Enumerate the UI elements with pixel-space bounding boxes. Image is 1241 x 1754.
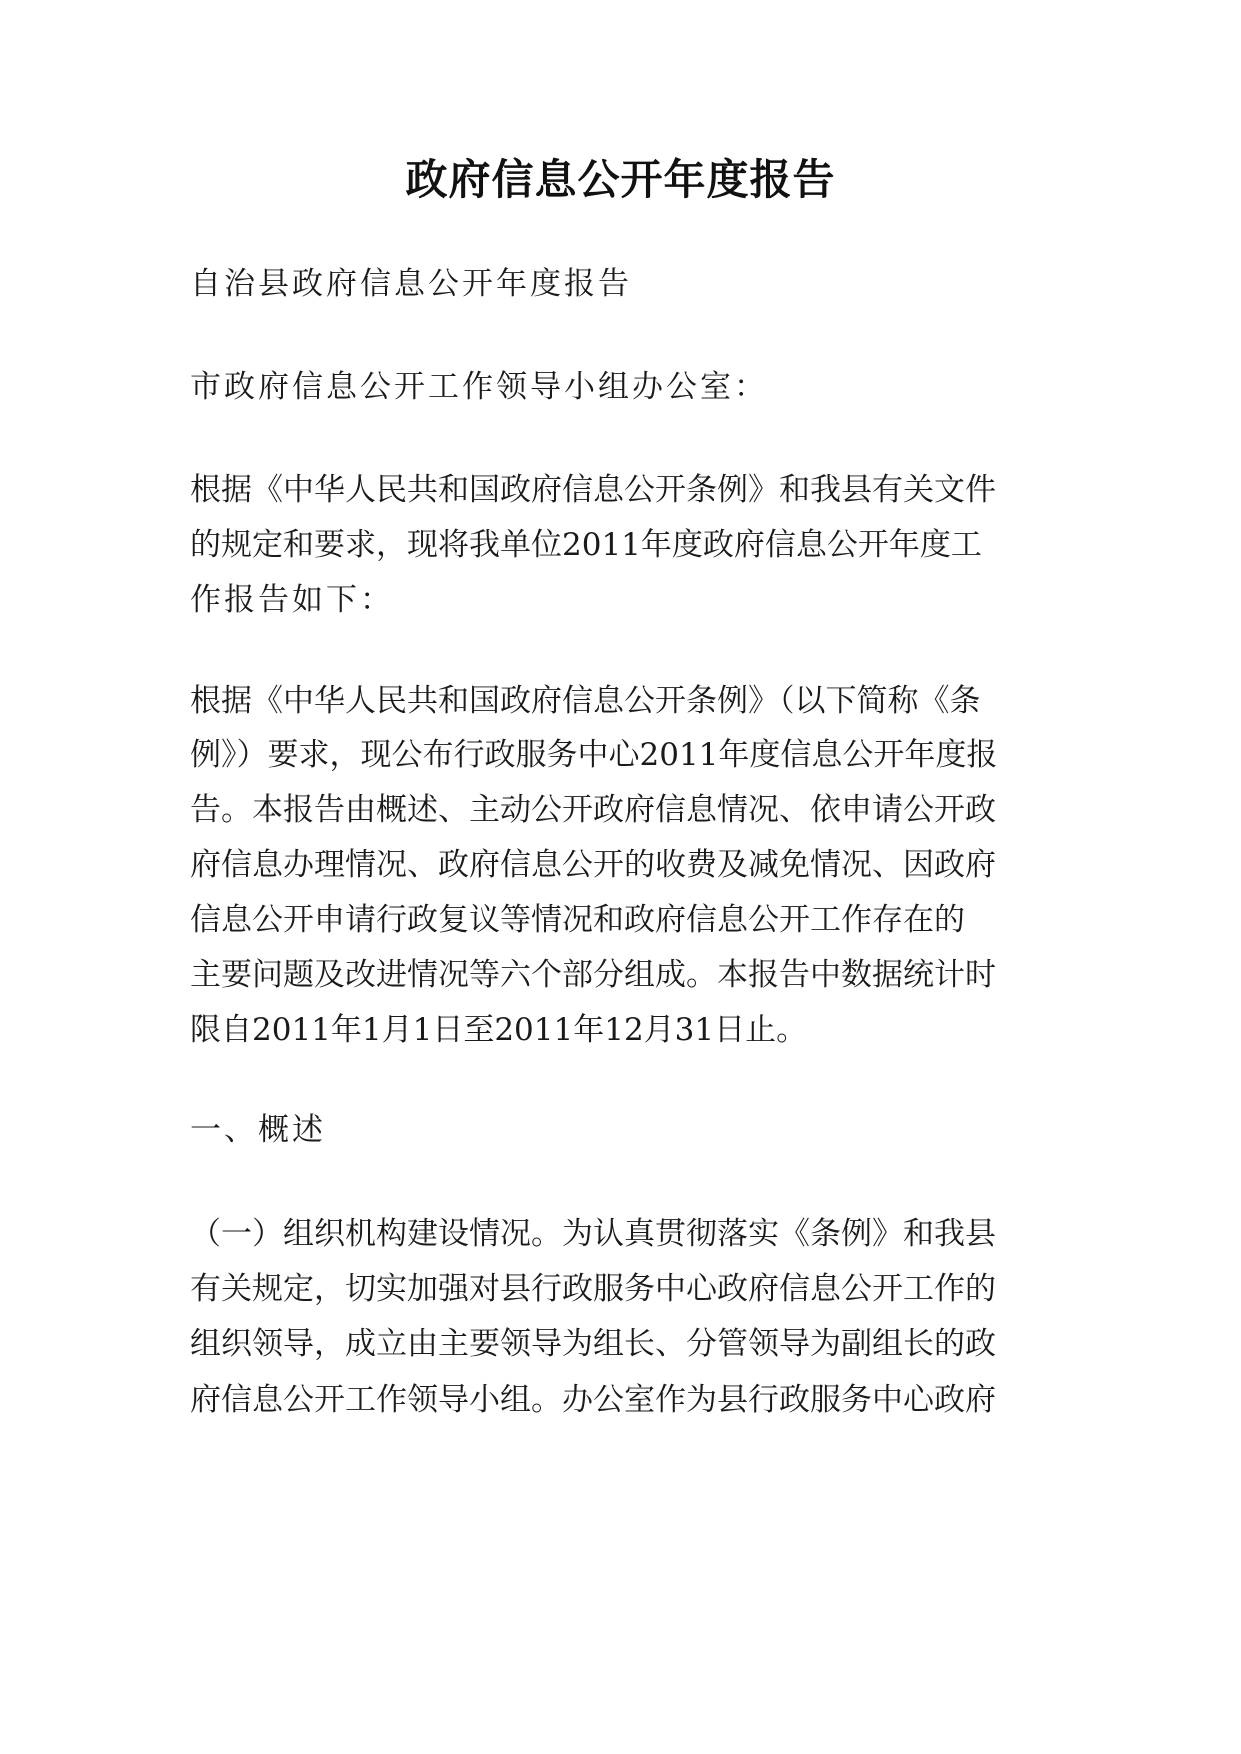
- paragraph-2-line: 限自2011年1月1日至2011年12月31日止。: [190, 1012, 808, 1048]
- paragraph-2-line: 主要问题及改进情况等六个部分组成。本报告中数据统计时: [190, 957, 996, 993]
- paragraph-3-line: 组织领导，成立由主要领导为组长、分管领导为副组长的政: [190, 1326, 996, 1362]
- paragraph-2-line: 信息公开申请行政复议等情况和政府信息公开工作存在的: [190, 902, 965, 938]
- addressee: 市政府信息公开工作领导小组办公室：: [190, 369, 768, 405]
- paragraph-3-line: 府信息公开工作领导小组。办公室作为县行政服务中心政府: [190, 1382, 996, 1418]
- paragraph-3-line: 有关规定，切实加强对县行政服务中心政府信息公开工作的: [190, 1271, 996, 1307]
- paragraph-2-line: 府信息办理情况、政府信息公开的收费及减免情况、因政府: [190, 847, 996, 883]
- paragraph-2-line: 根据《中华人民共和国政府信息公开条例》（以下简称《条: [190, 683, 981, 719]
- document-title: 政府信息公开年度报告: [405, 155, 836, 204]
- paragraph-3-line: （一）组织机构建设情况。为认真贯彻落实《条例》和我县: [190, 1216, 996, 1252]
- section-heading: 一、概述: [190, 1112, 326, 1148]
- paragraph-2-line: 告。本报告由概述、主动公开政府信息情况、依申请公开政: [190, 792, 996, 828]
- paragraph-1-line: 作报告如下：: [190, 582, 394, 618]
- paragraph-2-line: 例》）要求，现公布行政服务中心2011年度信息公开年度报: [190, 737, 998, 773]
- paragraph-1-line: 的规定和要求，现将我单位2011年度政府信息公开年度工: [190, 527, 982, 563]
- paragraph-1-line: 根据《中华人民共和国政府信息公开条例》和我县有关文件: [190, 472, 996, 508]
- document-subtitle: 自治县政府信息公开年度报告: [190, 266, 632, 302]
